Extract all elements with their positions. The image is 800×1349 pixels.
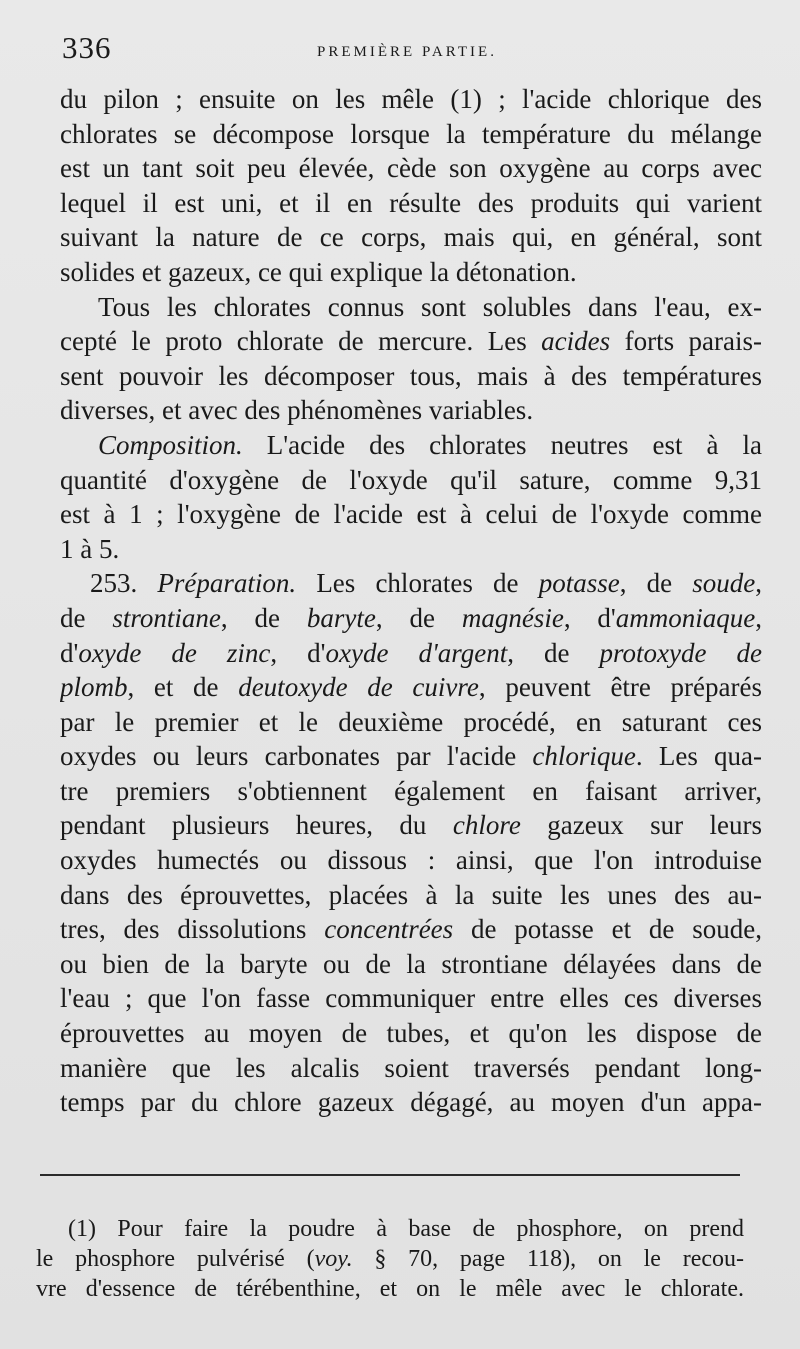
page-number: 336: [62, 30, 112, 65]
text-run: le phosphore pulvérisé (: [36, 1246, 315, 1272]
text-run: § 70, page 118), on le recou-: [374, 1246, 744, 1272]
italic-term: ammoniaque: [615, 602, 756, 633]
section-heading: Composition.: [98, 429, 243, 460]
italic-term: chlorique: [532, 741, 636, 772]
text-run: . Les qua-: [635, 741, 762, 772]
italic-term: plomb: [60, 672, 128, 703]
text-run: oxydes ou leurs carbonates par l'acide: [60, 741, 517, 772]
text-run: L'acide des chlorates neutres est à la: [266, 429, 762, 460]
text-line: solides et gazeux, ce qui explique la détonation.: [60, 256, 577, 287]
paragraph-2: [60, 290, 762, 428]
text-line: diverses, et avec des phénomènes variables.: [60, 395, 534, 426]
text-run: Les chlorates de: [316, 568, 519, 599]
text-run: , et de: [127, 672, 219, 703]
paragraph-4: [60, 566, 762, 1120]
italic-term: strontiane: [112, 602, 221, 633]
italic-term: chlore: [452, 810, 521, 841]
text-run: , de: [507, 637, 570, 668]
text-run: , de: [375, 602, 435, 633]
text-run: ,: [755, 602, 762, 633]
text-line: par le premier et le deuxième procédé, en saturant ces: [60, 706, 762, 737]
footnote-line: (1) Pour faire la poudre à base de phosphore, on prend: [68, 1216, 744, 1242]
text-run: , peuvent être préparés: [478, 672, 762, 703]
text-line: quantité d'oxygène de l'oxyde qu'il sature, comme 9,31: [60, 464, 762, 495]
text-line: l'eau ; que l'on fasse communiquer entre elles ces diverses: [60, 983, 762, 1014]
italic-term: soude: [692, 568, 756, 599]
text-line: Tous les chlorates connus sont solubles dans l'eau, ex-: [98, 291, 762, 322]
italic-term: deutoxyde de cuivre: [238, 672, 479, 703]
text-run: pendant plusieurs heures, du: [60, 810, 427, 841]
text-run: d': [60, 637, 79, 668]
text-line: lequel il est uni, et il en résulte des produits qui varient: [60, 187, 762, 218]
text-run: de: [60, 602, 86, 633]
running-head: PREMIÈRE PARTIE.: [317, 44, 497, 60]
text-line: est un tant soit peu élevée, cède son oxygène au corps avec: [60, 153, 762, 184]
footnote-line: vre d'essence de térébenthine, et on le mêle avec le chlorate.: [36, 1276, 744, 1302]
text-run: forts parais-: [624, 326, 762, 357]
text-run: , d': [270, 637, 326, 668]
text-line: [60, 324, 762, 359]
text-run: tres, des dissolutions: [60, 914, 307, 945]
text-line: ou bien de la baryte ou de la strontiane délayées dans de: [60, 948, 762, 979]
text-line: dans des éprouvettes, placées à la suite les unes des au-: [60, 879, 762, 910]
italic-term: oxyde d'argent: [325, 637, 508, 668]
text-line: [60, 566, 762, 601]
text-line: tre premiers s'obtiennent également en faisant arriver,: [60, 775, 762, 806]
text-line: [60, 670, 762, 705]
footnote: [36, 1214, 744, 1304]
text-line: du pilon ; ensuite on les mêle (1) ; l'acide chlorique des: [60, 84, 762, 114]
italic-term: protoxyde de: [599, 637, 762, 668]
text-line: est à 1 ; l'oxygène de l'acide est à celui de l'oxyde comme: [60, 499, 762, 530]
italic-term: concentrées: [324, 914, 454, 945]
text-line: [60, 601, 762, 636]
text-line: manière que les alcalis soient traversés pendant long-: [60, 1052, 762, 1083]
paragraph-1: [60, 82, 762, 290]
section-heading: Préparation.: [157, 568, 297, 599]
text-line: chlorates se décompose lorsque la température du mélange: [60, 118, 762, 149]
italic-term: voy.: [314, 1246, 353, 1272]
page-header: [62, 30, 742, 70]
footnote-line: [36, 1244, 744, 1274]
text-line: [60, 808, 762, 843]
text-line: [60, 428, 762, 463]
text-run: , de: [619, 568, 673, 599]
italic-term: acides: [541, 326, 611, 357]
italic-term: oxyde de zinc: [78, 637, 271, 668]
text-line: éprouvettes au moyen de tubes, et qu'on les dispose de: [60, 1018, 762, 1049]
text-line: [60, 739, 762, 774]
text-run: cepté le proto chlorate de mercure. Les: [60, 326, 527, 357]
text-run: de potasse et de soude,: [471, 914, 762, 945]
text-run: , de: [220, 602, 280, 633]
text-line: 1 à 5.: [60, 533, 120, 564]
italic-term: baryte: [306, 602, 376, 633]
text-line: [60, 636, 762, 671]
text-line: [60, 912, 762, 947]
text-line: suivant la nature de ce corps, mais qui, en général, sont: [60, 222, 762, 253]
footnote-rule: [40, 1174, 740, 1176]
text-line: oxydes humectés ou dissous : ainsi, que l'on introduise: [60, 845, 762, 876]
text-run: , d': [563, 602, 616, 633]
text-line: temps par du chlore gazeux dégagé, au moyen d'un appa-: [60, 1087, 762, 1118]
italic-term: magnésie: [461, 602, 564, 633]
text-run: gazeux sur leurs: [547, 810, 762, 841]
section-number: 253.: [90, 568, 138, 599]
text-line: sent pouvoir les décomposer tous, mais à des températures: [60, 360, 762, 391]
italic-term: potasse: [538, 568, 620, 599]
text-run: ,: [755, 568, 762, 599]
paragraph-3: [60, 428, 762, 566]
main-text: [60, 82, 762, 1120]
